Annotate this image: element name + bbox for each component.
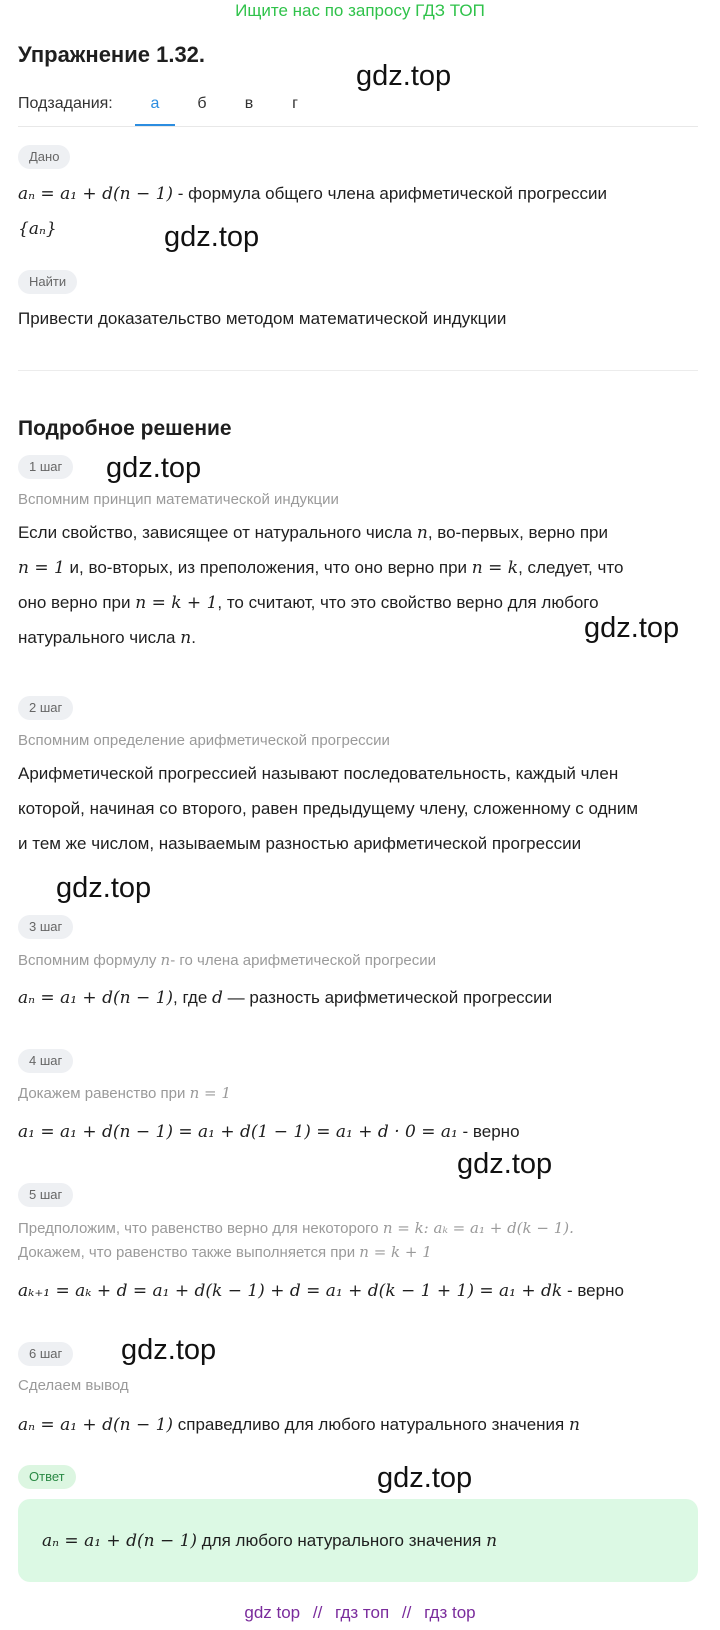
step-formula-line: a₁ = a₁ + d(n − 1) = a₁ + d(1 − 1) = a₁ + d · 0 = a₁ - верно xyxy=(18,1122,520,1142)
find-pill: Найти xyxy=(18,270,77,294)
watermark: gdz.top xyxy=(457,1148,553,1180)
footer-separator: // xyxy=(312,1603,323,1622)
footer-link[interactable]: гдз top xyxy=(424,1603,476,1622)
tab-v[interactable]: в xyxy=(244,95,254,112)
step-hint: Докажем равенство при n = 1 xyxy=(18,1084,231,1102)
step-hint: Вспомним формулу n- го члена арифметической прогреcии xyxy=(18,951,437,969)
footer-separator: // xyxy=(401,1603,412,1622)
given-formula: aₙ = a₁ + d(n − 1) xyxy=(18,184,174,204)
watermark: gdz.top xyxy=(584,612,680,644)
step-hint: Докажем, что равенство также выполняется при n = k + 1 xyxy=(18,1243,432,1261)
footer-link[interactable]: gdz top xyxy=(244,1603,301,1622)
given-sequence: {aₙ} xyxy=(18,219,57,239)
step-formula-line: aₖ₊₁ = aₖ + d = a₁ + d(k − 1) + d = a₁ + d(k − 1 + 1) = a₁ + dk - верно xyxy=(18,1281,624,1301)
watermark: gdz.top xyxy=(356,60,452,92)
tab-a[interactable]: а xyxy=(135,95,175,126)
step-formula-line: aₙ = a₁ + d(n − 1), где d — разность арифметической прогрессии xyxy=(18,988,553,1008)
answer-pill: Ответ xyxy=(18,1465,76,1489)
watermark: gdz.top xyxy=(56,872,152,904)
answer-box xyxy=(18,1499,698,1582)
find-text: Привести доказательство методом математической индукции xyxy=(18,309,507,328)
step-text-line: Арифметической прогрессией называют последовательность, каждый член xyxy=(18,764,619,783)
answer-text: aₙ = a₁ + d(n − 1) для любого натурального значения n xyxy=(42,1531,498,1551)
tab-g[interactable]: г xyxy=(292,95,298,112)
footer-link[interactable]: гдз топ xyxy=(335,1603,390,1622)
page-title: Упражнение 1.32. xyxy=(18,42,206,67)
watermark: gdz.top xyxy=(106,452,202,484)
step-text-line: n = 1 и, во-вторых, из преположения, что оно верно при n = k, следует, что xyxy=(18,558,624,578)
step-text-line: и тем же числом, называемым разностью арифметической прогрессии xyxy=(18,834,582,853)
step-text-line: натурального числа n. xyxy=(18,628,196,648)
solution-title: Подробное решение xyxy=(18,417,232,440)
step-pill: 6 шаг xyxy=(18,1342,73,1366)
step-text-line: оно верно при n = k + 1, то считают, что это свойство верно для любого xyxy=(18,593,599,613)
step-hint: Вспомним определение арифметической прогрессии xyxy=(18,732,390,749)
given-formula-line xyxy=(18,176,698,212)
watermark: gdz.top xyxy=(164,221,260,253)
step-hint: Вспомним принцип математической индукции xyxy=(18,491,339,508)
step-pill: 5 шаг xyxy=(18,1183,73,1207)
step-pill: 1 шаг xyxy=(18,455,73,479)
footer xyxy=(0,1603,720,1623)
watermark: gdz.top xyxy=(121,1334,217,1366)
watermark: gdz.top xyxy=(377,1462,473,1494)
step-text-line: Если свойство, зависящее от натурального числа n, во-первых, верно при xyxy=(18,523,608,543)
step-pill: 4 шаг xyxy=(18,1049,73,1073)
step-hint: Сделаем вывод xyxy=(18,1377,129,1394)
step-formula-line: aₙ = a₁ + d(n − 1) справедливо для любого натурального значения n xyxy=(18,1415,580,1435)
given-formula-text: - формула общего члена арифметической прогрессии xyxy=(173,184,607,203)
subtasks-bar xyxy=(18,90,698,127)
top-banner: Ищите нас по запросу ГДЗ ТОП xyxy=(235,1,485,20)
step-text-line: которой, начиная со второго, равен предыдущему члену, сложенному с одним xyxy=(18,799,639,818)
step-hint: Предположим, что равенство верно для некоторого n = k: aₖ = a₁ + d(k − 1). xyxy=(18,1219,574,1237)
tab-b[interactable]: б xyxy=(197,95,207,112)
given-pill: Дано xyxy=(18,145,70,169)
divider xyxy=(18,370,698,371)
subtasks-label: Подзадания: xyxy=(18,95,113,112)
step-pill: 2 шаг xyxy=(18,696,73,720)
step-pill: 3 шаг xyxy=(18,915,73,939)
